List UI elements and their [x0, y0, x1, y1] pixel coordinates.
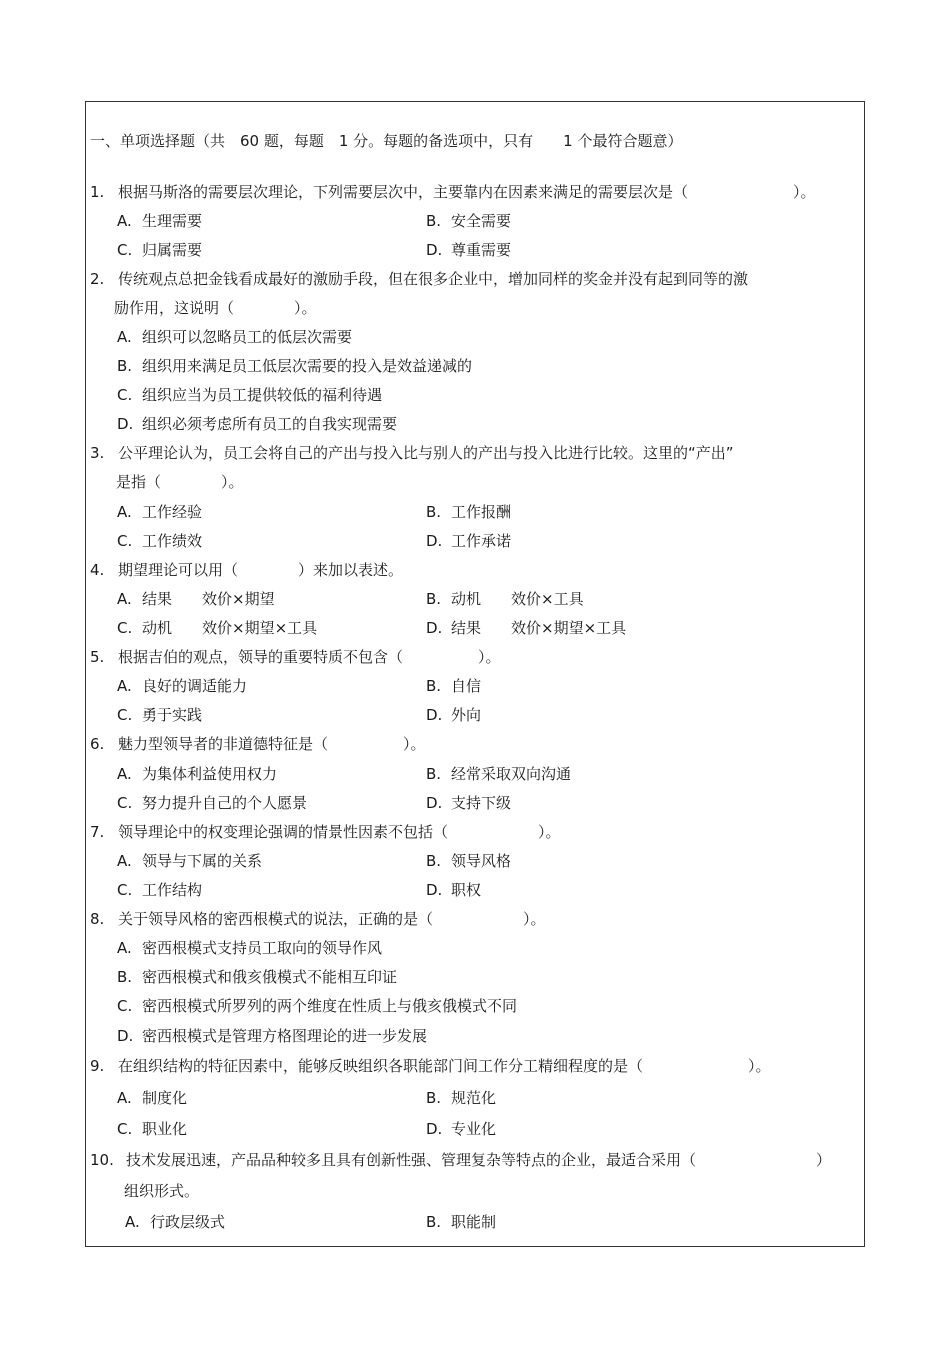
option-text: 勇于实践 [142, 706, 203, 724]
option-letter: C. [117, 1120, 133, 1138]
option-text: 行政层级式 [150, 1213, 226, 1231]
option-letter: C. [117, 997, 133, 1015]
option-text: 领导与下属的关系 [142, 852, 263, 870]
option-text: 组织可以忽略员工的低层次需要 [142, 328, 353, 346]
option-letter: B. [426, 503, 442, 521]
option-letter: A. [117, 328, 132, 346]
question-number: 1. [90, 183, 105, 201]
option-letter: C. [117, 386, 133, 404]
question-stem-continued: 是指（ ）。 [116, 473, 244, 491]
question-number: 9. [90, 1057, 105, 1075]
option-letter: C. [117, 619, 133, 637]
option-text: 工作结构 [142, 881, 203, 899]
option-text: 制度化 [142, 1089, 188, 1107]
option-letter: A. [117, 677, 132, 695]
option-text: 规范化 [451, 1089, 497, 1107]
option-text: 结果 效价×期望 [142, 590, 275, 608]
option-text: 支持下级 [451, 794, 512, 812]
question-stem: 关于领导风格的密西根模式的说法，正确的是（ ）。 [118, 910, 546, 928]
option-letter: A. [117, 590, 132, 608]
option-text: 专业化 [451, 1120, 497, 1138]
option-letter: A. [125, 1213, 140, 1231]
option-text: 为集体利益使用权力 [142, 765, 278, 783]
question-number: 5. [90, 648, 105, 666]
option-letter: A. [117, 1089, 132, 1107]
option-letter: B. [426, 677, 442, 695]
option-text: 经常采取双向沟通 [451, 765, 572, 783]
option-text: 努力提升自己的个人愿景 [142, 794, 308, 812]
option-letter: D. [426, 706, 443, 724]
option-text: 工作绩效 [142, 532, 203, 550]
question-number: 6. [90, 735, 105, 753]
option-letter: A. [117, 212, 132, 230]
option-letter: B. [426, 590, 442, 608]
question-number: 2. [90, 270, 105, 288]
option-text: 密西根模式所罗列的两个维度在性质上与俄亥俄模式不同 [142, 997, 518, 1015]
option-letter: D. [426, 532, 443, 550]
option-letter: B. [426, 1089, 442, 1107]
question-number: 8. [90, 910, 105, 928]
option-text: 自信 [451, 677, 482, 695]
option-text: 安全需要 [451, 212, 512, 230]
option-letter: B. [426, 765, 442, 783]
option-text: 密西根模式是管理方格图理论的进一步发展 [142, 1027, 428, 1045]
option-text: 领导风格 [451, 852, 512, 870]
option-text: 职能制 [451, 1213, 497, 1231]
question-stem: 领导理论中的权变理论强调的情景性因素不包括（ ）。 [118, 823, 561, 841]
option-text: 尊重需要 [451, 241, 512, 259]
option-text: 生理需要 [142, 212, 203, 230]
option-text: 工作经验 [142, 503, 203, 521]
question-stem-continued: 组织形式。 [124, 1182, 200, 1200]
option-letter: B. [426, 1213, 442, 1231]
option-letter: D. [426, 241, 443, 259]
question-number: 7. [90, 823, 105, 841]
question-stem: 根据马斯洛的需要层次理论，下列需要层次中，主要靠内在因素来满足的需要层次是（ ）。 [118, 183, 816, 201]
option-letter: C. [117, 241, 133, 259]
option-text: 动机 效价×期望×工具 [142, 619, 318, 637]
option-letter: A. [117, 503, 132, 521]
question-stem: 技术发展迅速，产品品种较多且具有创新性强、管理复杂等特点的企业，最适合采用（ ） [126, 1151, 832, 1169]
option-letter: A. [117, 852, 132, 870]
option-text: 外向 [451, 706, 482, 724]
option-text: 职权 [451, 881, 482, 899]
option-text: 动机 效价×工具 [451, 590, 584, 608]
question-stem: 在组织结构的特征因素中，能够反映组织各职能部门间工作分工精细程度的是（ ）。 [118, 1057, 771, 1075]
option-letter: B. [426, 852, 442, 870]
question-stem: 魅力型领导者的非道德特征是（ ）。 [118, 735, 426, 753]
question-stem: 期望理论可以用（ ）来加以表述。 [118, 561, 404, 579]
option-letter: D. [426, 794, 443, 812]
option-text: 组织用来满足员工低层次需要的投入是效益递减的 [142, 357, 473, 375]
option-letter: C. [117, 532, 133, 550]
option-text: 职业化 [142, 1120, 188, 1138]
question-number: 3. [90, 444, 105, 462]
option-letter: D. [426, 881, 443, 899]
option-letter: C. [117, 706, 133, 724]
option-text: 密西根模式和俄亥俄模式不能相互印证 [142, 968, 398, 986]
option-text: 组织应当为员工提供较低的福利待遇 [142, 386, 383, 404]
option-letter: C. [117, 794, 133, 812]
option-letter: A. [117, 765, 132, 783]
question-number: 10. [90, 1151, 114, 1169]
option-text: 组织必须考虑所有员工的自我实现需要 [142, 415, 398, 433]
option-letter: D. [117, 1027, 134, 1045]
option-text: 密西根模式支持员工取向的领导作风 [142, 939, 383, 957]
option-letter: B. [117, 968, 133, 986]
option-letter: D. [426, 1120, 443, 1138]
option-text: 良好的调适能力 [142, 677, 248, 695]
option-letter: B. [426, 212, 442, 230]
option-letter: D. [426, 619, 443, 637]
option-text: 结果 效价×期望×工具 [451, 619, 627, 637]
question-stem-continued: 励作用，这说明（ ）。 [114, 299, 317, 317]
option-text: 工作承诺 [451, 532, 512, 550]
question-stem: 传统观点总把金钱看成最好的激励手段，但在很多企业中，增加同样的奖金并没有起到同等的激 [118, 270, 749, 288]
question-stem: 公平理论认为，员工会将自己的产出与投入比与别人的产出与投入比进行比较。这里的“产出” [118, 444, 734, 462]
option-letter: D. [117, 415, 134, 433]
question-number: 4. [90, 561, 105, 579]
option-letter: B. [117, 357, 133, 375]
option-text: 归属需要 [142, 241, 203, 259]
option-letter: A. [117, 939, 132, 957]
option-letter: C. [117, 881, 133, 899]
section-header: 一、单项选择题（共 60 题，每题 1 分。每题的备选项中，只有 1 个最符合题意） [90, 132, 683, 150]
option-text: 工作报酬 [451, 503, 512, 521]
question-stem: 根据吉伯的观点，领导的重要特质不包含（ ）。 [118, 648, 501, 666]
